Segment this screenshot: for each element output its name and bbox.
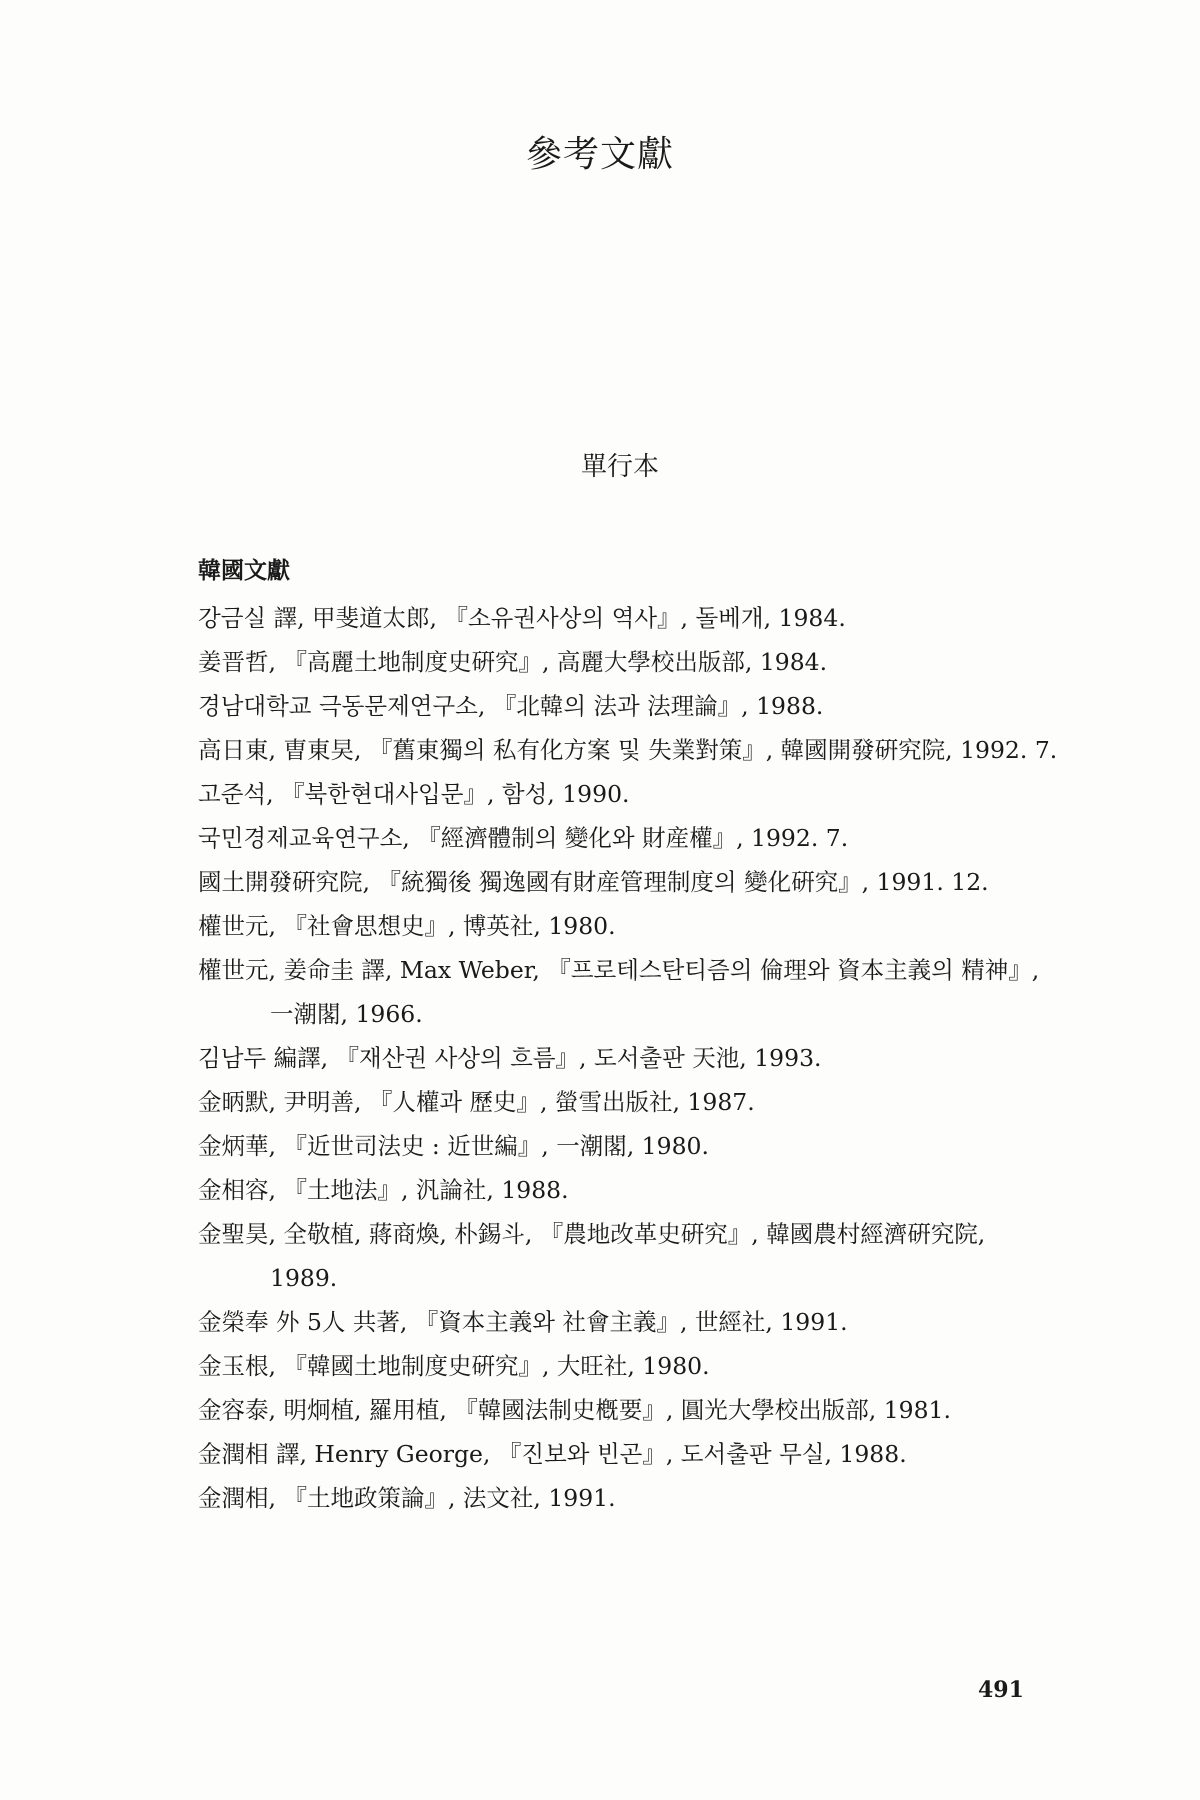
bibliography-entry: 權世元, 『社會思想史』, 博英社, 1980.	[198, 912, 616, 940]
bibliography-entry: 김남두 編譯, 『재산권 사상의 흐름』, 도서출판 天池, 1993.	[198, 1044, 822, 1072]
bibliography-entry: 姜晋哲, 『高麗土地制度史硏究』, 高麗大學校出版部, 1984.	[198, 648, 828, 676]
bibliography-entry: 金炳華, 『近世司法史 : 近世編』, 一潮閣, 1980.	[198, 1132, 709, 1160]
bibliography-entry: 權世元, 姜命圭 譯, Max Weber, 『프로테스탄티즘의 倫理와 資本主義의 精神』, 一潮閣, 1966.	[198, 956, 1040, 1028]
bibliography-entry: 경남대학교 극동문제연구소, 『北韓의 法과 法理論』, 1988.	[198, 692, 824, 720]
page-title: 參考文獻	[525, 134, 674, 175]
bibliography-entry: 金容泰, 明炯植, 羅用植, 『韓國法制史槪要』, 圓光大學校出版部, 1981.	[198, 1396, 951, 1424]
bibliography-entry: 강금실 譯, 甲斐道太郎, 『소유권사상의 역사』, 돌베개, 1984.	[198, 604, 846, 632]
bibliography-entry: 高日東, 曺東旲, 『舊東獨의 私有化方案 및 失業對策』, 韓國開發硏究院, 1992. 7.	[198, 736, 1058, 764]
bibliography-entry: 金榮奉 外 5人 共著, 『資本主義와 社會主義』, 世經社, 1991.	[198, 1308, 848, 1336]
bibliography-entry: 國土開發硏究院, 『統獨後 獨逸國有財産管理制度의 變化硏究』, 1991. 12.	[198, 868, 989, 896]
subsection-label: 韓國文獻	[198, 557, 290, 584]
bibliography-entry: 金潤相 譯, Henry George, 『진보와 빈곤』, 도서출판 무실, 1988.	[198, 1440, 907, 1468]
bibliography-entry: 金潤相, 『土地政策論』, 法文社, 1991.	[198, 1484, 616, 1512]
bibliography-list	[198, 596, 1058, 1520]
bibliography-entry: 金玉根, 『韓國土地制度史硏究』, 大旺社, 1980.	[198, 1352, 710, 1380]
bibliography-entry: 고준석, 『북한현대사입문』, 함성, 1990.	[198, 780, 630, 808]
section-heading: 單行本	[580, 452, 659, 482]
bibliography-entry: 金相容, 『土地法』, 汎論社, 1988.	[198, 1176, 569, 1204]
page-number: 491	[978, 1677, 1024, 1703]
bibliography-entry: 金昞默, 尹明善, 『人權과 歷史』, 螢雪出版社, 1987.	[198, 1088, 755, 1116]
bibliography-entry: 金聖昊, 全敬植, 蔣商煥, 朴錫斗, 『農地改革史硏究』, 韓國農村經濟硏究院, 1989.	[198, 1220, 986, 1292]
bibliography-entry: 국민경제교육연구소, 『經濟體制의 變化와 財産權』, 1992. 7.	[198, 824, 849, 852]
